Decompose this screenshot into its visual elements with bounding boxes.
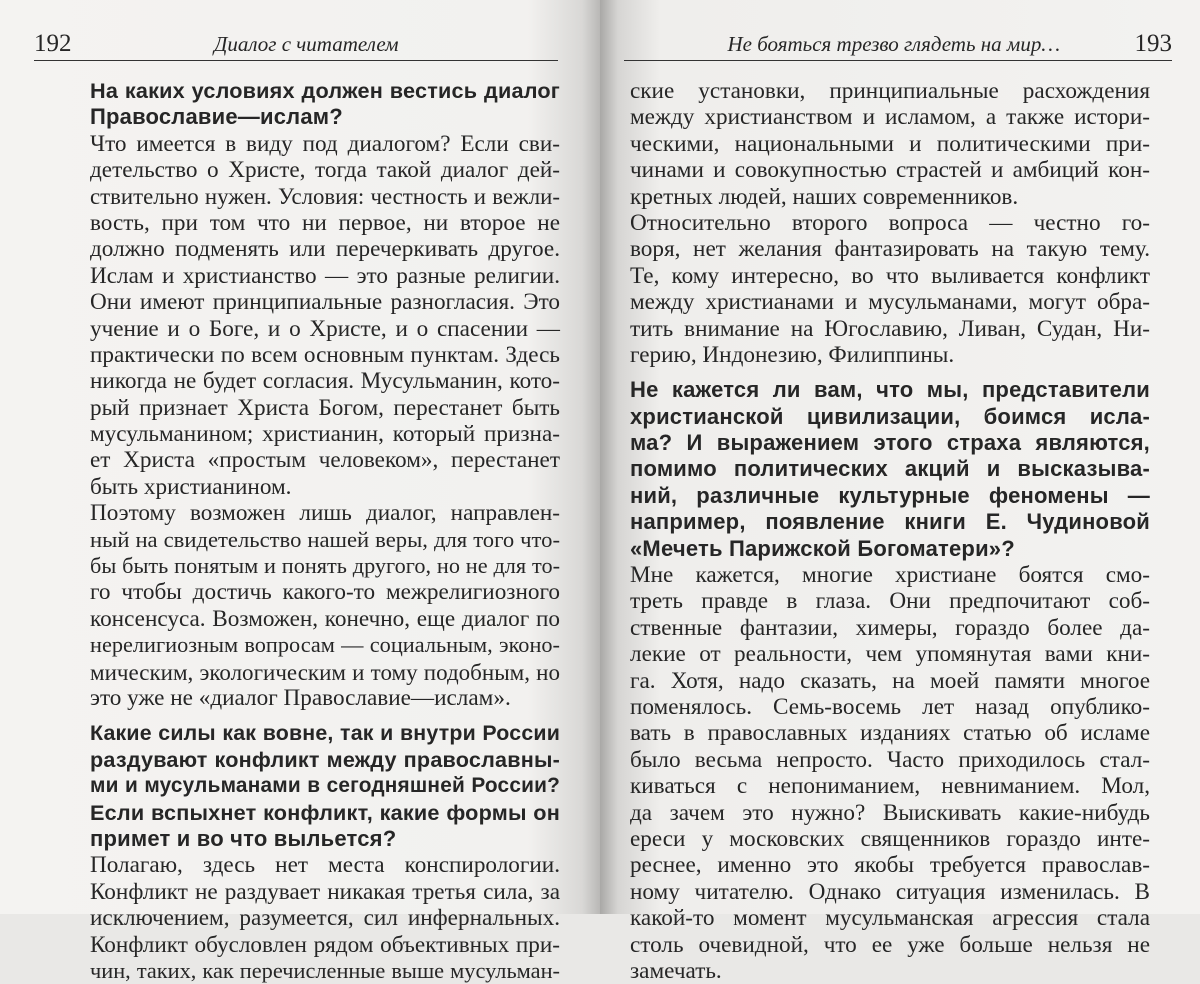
left-page-header	[34, 28, 558, 61]
left-running-header: Диалог с читателем	[214, 32, 399, 56]
text-line: практически по всем основным пунктам. Здесь	[90, 341, 560, 368]
text-line: ственные фантазии, химеры, гораздо более да-	[630, 614, 1150, 641]
question-line: помимо политических акций и высказыва-	[630, 456, 1150, 482]
text-line: ские установки, принципиальные расхождения	[630, 78, 1150, 104]
text-line: бы быть понятым и понять другого, но не для то-	[90, 553, 560, 579]
text-line: ет Христа «простым человеком», перестанет	[90, 447, 560, 474]
right-running-header: Не бояться трезво глядеть на мир…	[727, 32, 1060, 56]
question-line: На каких условиях должен вестись диалог	[90, 78, 560, 103]
text-line: ный на свидетельство нашей веры, для того что-	[90, 526, 560, 552]
text-line: должно подменять или перечеркивать другое.	[90, 236, 560, 263]
text-line: Ислам и христианство — это разные религии.	[90, 262, 560, 289]
question-line: примет и во что выльется?	[90, 825, 397, 851]
text-line: Относительно второго вопроса — честно го-	[630, 209, 1150, 236]
question-line: Какие силы как вовне, так и внутри России	[90, 721, 560, 746]
text-line: реснее, именно это якобы требуется православ-	[630, 852, 1150, 879]
right-page-number: 193	[1134, 30, 1172, 57]
text-line: быть христианином.	[90, 473, 292, 500]
question-line: Если вспыхнет конфликт, какие формы он	[90, 799, 560, 825]
question-line: христианской цивилизации, боимся исла-	[630, 403, 1150, 429]
text-line: тить внимание на Югославию, Ливан, Судан, Ни-	[630, 315, 1150, 342]
question-line: Православие—ислам?	[90, 104, 343, 130]
question-line: «Мечеть Парижской Богоматери»?	[630, 535, 1015, 561]
text-line: герию, Индонезию, Филиппины.	[630, 341, 955, 368]
text-line: между христианством и исламом, а также истори-	[630, 104, 1150, 131]
text-line: треть правде в глаза. Они предпочитают соб-	[630, 588, 1150, 615]
text-line: чинами и совокупностью страстей и амбиций кон-	[630, 157, 1150, 184]
question-line: раздувают конфликт между православны-	[90, 746, 560, 772]
text-line: ному читателю. Однако ситуация изменилась. В	[630, 878, 1150, 905]
text-line: Мне кажется, многие христиане боятся смо-	[630, 562, 1150, 589]
text-line: замечать.	[630, 957, 722, 984]
text-line: Те, кому интересно, во что выливается конфликт	[630, 262, 1150, 289]
text-line: кретных людей, наших современников.	[630, 183, 1019, 210]
text-line: мусульманином; христианин, который призна-	[90, 421, 560, 448]
text-line: Конфликт обусловлен рядом объективных при-	[90, 931, 560, 958]
right-page-header	[624, 28, 1172, 61]
text-line: поменялось. Семь-восемь лет назад опублико-	[630, 693, 1150, 720]
text-line: рый признает Христа Богом, перестанет быть	[90, 394, 560, 421]
text-line: чин, таких, как перечисленные выше мусульман-	[90, 957, 560, 983]
text-line: вость, при том что ни первое, ни второе не	[90, 209, 560, 236]
text-line: да зачем это нужно? Выискивать какие-нибудь	[630, 799, 1150, 826]
left-page-number: 192	[34, 30, 72, 57]
right-page	[600, 0, 1200, 984]
question-line: ма? И выражением этого страха являются,	[630, 430, 1150, 456]
question-line: ний, различные культурные феномены —	[630, 482, 1150, 508]
text-line: это уже не «диалог Православие—ислам».	[90, 684, 511, 711]
text-line: лекие от реальности, чем упомянутая вами кни-	[630, 641, 1150, 668]
paragraph-gap	[630, 368, 1150, 377]
text-line: Что имеется в виду под диалогом? Если сви-	[90, 130, 560, 157]
paragraph-gap	[90, 711, 560, 720]
right-page-body	[630, 78, 1150, 984]
text-line: Конфликт не раздувает никакая третья сила, за	[90, 878, 560, 905]
text-line: между христианами и мусульманами, могут обра-	[630, 289, 1150, 316]
text-line: ческими, национальными и политическими при-	[630, 130, 1150, 157]
text-line: вать в православных изданиях статью об исламе	[630, 720, 1150, 747]
question-line: ми и мусульманами в сегодняшней России?	[90, 774, 560, 798]
text-line: го чтобы достичь какого-то межрелигиозного	[90, 579, 560, 606]
left-page-body	[90, 78, 560, 984]
text-line: мическим, экологическим и тому подобным, но	[90, 658, 560, 685]
text-line: Поэтому возможен лишь диалог, направлен-	[90, 500, 560, 527]
text-line: какой-то момент мусульманская агрессия стала	[630, 905, 1150, 932]
text-line: было весьма непросто. Часто приходилось стал-	[630, 746, 1150, 773]
text-line: Они имеют принципиальные разногласия. Это	[90, 289, 560, 316]
text-line: исключением, разумеется, сил инфернальных.	[90, 905, 560, 932]
text-line: учение и о Боге, и о Христе, и о спасении —	[90, 315, 560, 342]
left-page	[0, 0, 600, 983]
text-line: детельство о Христе, тогда такой диалог дей-	[90, 157, 560, 184]
text-line: столь очевидной, что ее уже больше нельзя не	[630, 931, 1150, 958]
text-line: воря, нет желания фантазировать на такую тему.	[630, 236, 1150, 263]
text-line: Полагаю, здесь нет места конспирологии.	[90, 852, 560, 879]
text-line: ереси у московских священников гораздо инте-	[630, 825, 1150, 852]
text-line: га. Хотя, надо сказать, на моей памяти многое	[630, 667, 1150, 694]
text-line: нерелигиозным вопросам — социальным, эконо-	[90, 632, 560, 658]
text-line: консенсуса. Возможен, конечно, еще диалог по	[90, 605, 560, 632]
text-line: никогда не будет согласия. Мусульманин, кото-	[90, 368, 560, 395]
text-line: киваться с непониманием, невниманием. Мол,	[630, 773, 1150, 800]
question-line: например, появление книги Е. Чудиновой	[630, 509, 1150, 535]
text-line: ствительно нужен. Условия: честность и вежли-	[90, 183, 560, 209]
question-line: Не кажется ли вам, что мы, представители	[630, 377, 1150, 403]
